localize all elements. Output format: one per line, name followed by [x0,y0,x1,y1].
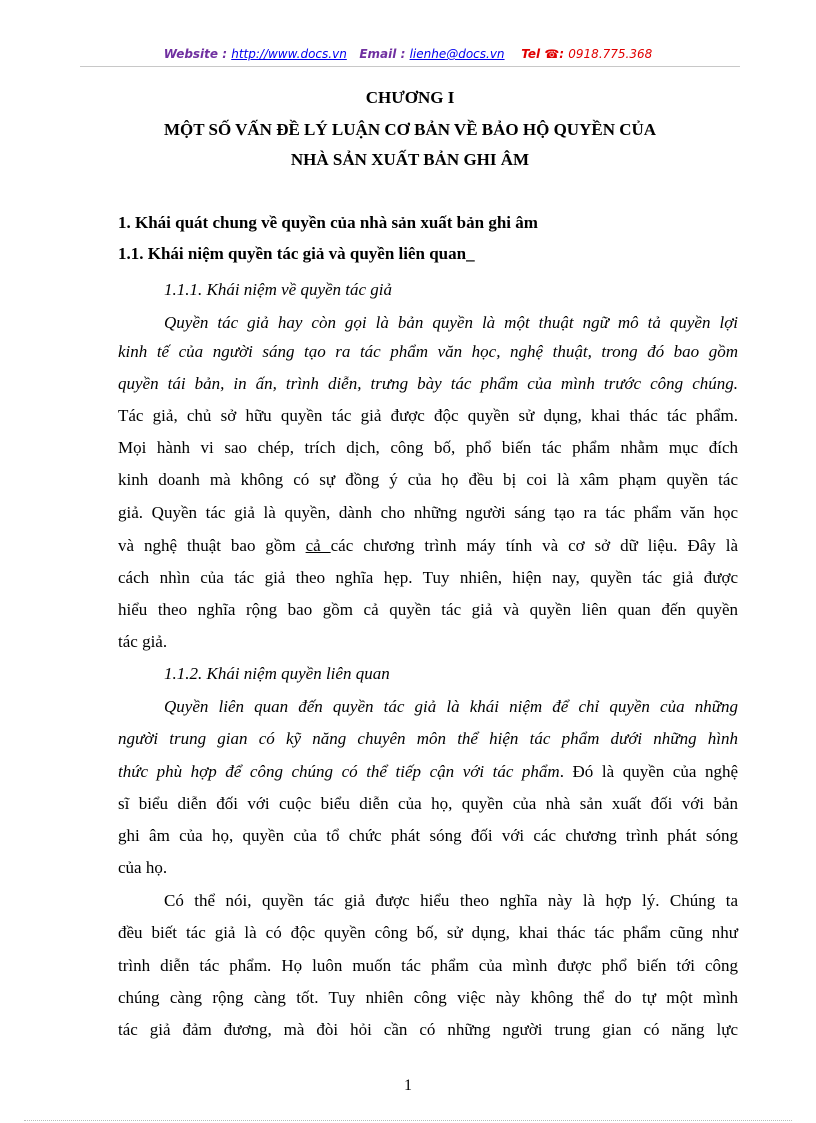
paragraph-line: Quyền tác giả hay còn gọi là bản quyền là một thuật ngữ mô tả quyền lợi [164,313,738,332]
paragraph-line: kinh doanh mà không có sự đồng ý của họ đều bị coi là xâm phạm quyền tác [118,470,738,489]
paragraph-line: giả. Quyền tác giả là quyền, dành cho những người sáng tạo ra tác phẩm văn học [118,503,738,522]
paragraph-line: trình diễn tác phẩm. Họ luôn muốn tác phẩm của mình được phổ biến tới công [118,956,738,975]
header-rule [80,66,740,67]
website-label: Website : [163,47,228,61]
paragraph-line: tác giả đảm đương, mà đòi hỏi cần có những người trung gian có năng lực [118,1020,738,1039]
heading-section-1-1: 1.1. Khái niệm quyền tác giả và quyền liên quan_ [118,244,475,263]
paragraph-line: người trung gian có kỹ năng chuyên môn thể hiện tác phẩm dưới những hình [118,729,738,748]
phone-number: 0918.775.368 [568,47,653,61]
page-number: 1 [404,1077,412,1094]
heading-section-1-1-2: 1.1.2. Khái niệm quyền liên quan [164,664,390,683]
italic-text: thức phù hợp để công chúng có thể tiếp cận với tác phẩm [118,762,560,781]
chapter-heading-line-1: MỘT SỐ VẤN ĐỀ LÝ LUẬN CƠ BẢN VỀ BẢO HỘ QUYỀN CỦA [163,120,657,139]
paragraph-line: tác giả. [118,632,168,651]
chapter-title: CHƯƠNG I [365,88,455,107]
page-header [0,47,816,61]
paragraph-line: Quyền liên quan đến quyền tác giả là khái niệm để chỉ quyền của những [164,697,738,716]
paragraph-line: hiểu theo nghĩa rộng bao gồm cả quyền tác giả và quyền liên quan đến quyền [118,600,738,619]
underlined-text: cả [305,536,331,555]
paragraph-line: sĩ biểu diễn đối với cuộc biểu diễn của họ, quyền của nhà sản xuất đối với bản [118,794,738,813]
paragraph-line: Tác giả, chủ sở hữu quyền tác giả được độc quyền sử dụng, khai thác tác phẩm. [118,406,738,425]
text-run: . Đó là quyền của nghệ [559,762,738,781]
heading-section-1: 1. Khái quát chung về quyền của nhà sản xuất bản ghi âm [118,213,538,232]
text-run: và nghệ thuật bao gồm [118,536,306,555]
paragraph-line: chúng càng rộng càng tốt. Tuy nhiên công việc này không thể do tự một mình [118,988,738,1007]
paragraph-line [118,536,738,556]
email-link[interactable]: lienhe@docs.vn [409,47,505,61]
heading-section-1-1-1: 1.1.1. Khái niệm về quyền tác giả [164,280,393,299]
paragraph-line: Có thể nói, quyền tác giả được hiểu theo nghĩa này là hợp lý. Chúng ta [164,891,738,910]
chapter-heading-line-2: NHÀ SẢN XUẤT BẢN GHI ÂM [290,150,530,169]
tel-label: Tel ☎: [521,47,565,61]
paragraph-line [118,762,738,782]
paragraph-line: quyền tái bản, in ấn, trình diễn, trưng bày tác phẩm của mình trước công chúng. [118,374,738,393]
paragraph-line: đều biết tác giả là có độc quyền công bố, sử dụng, khai thác tác phẩm cũng như [118,923,738,942]
email-label: Email : [359,47,406,61]
page-bottom-border [24,1120,792,1121]
text-run: các chương trình máy tính và cơ sở dữ liệu. Đây là [330,536,738,555]
paragraph-line: cách nhìn của tác giả theo nghĩa hẹp. Tuy nhiên, hiện nay, quyền tác giả được [118,568,738,587]
paragraph-line: Mọi hành vi sao chép, trích dịch, công bố, phổ biến tác phẩm nhằm mục đích [118,438,738,457]
paragraph-line: kinh tế của người sáng tạo ra tác phẩm văn học, nghệ thuật, trong đó bao gồm [118,342,738,361]
website-link[interactable]: http://www.docs.vn [231,47,347,61]
paragraph-line: ghi âm của họ, quyền của tổ chức phát sóng đối với các chương trình phát sóng [118,826,738,845]
paragraph-line: của họ. [118,858,168,877]
